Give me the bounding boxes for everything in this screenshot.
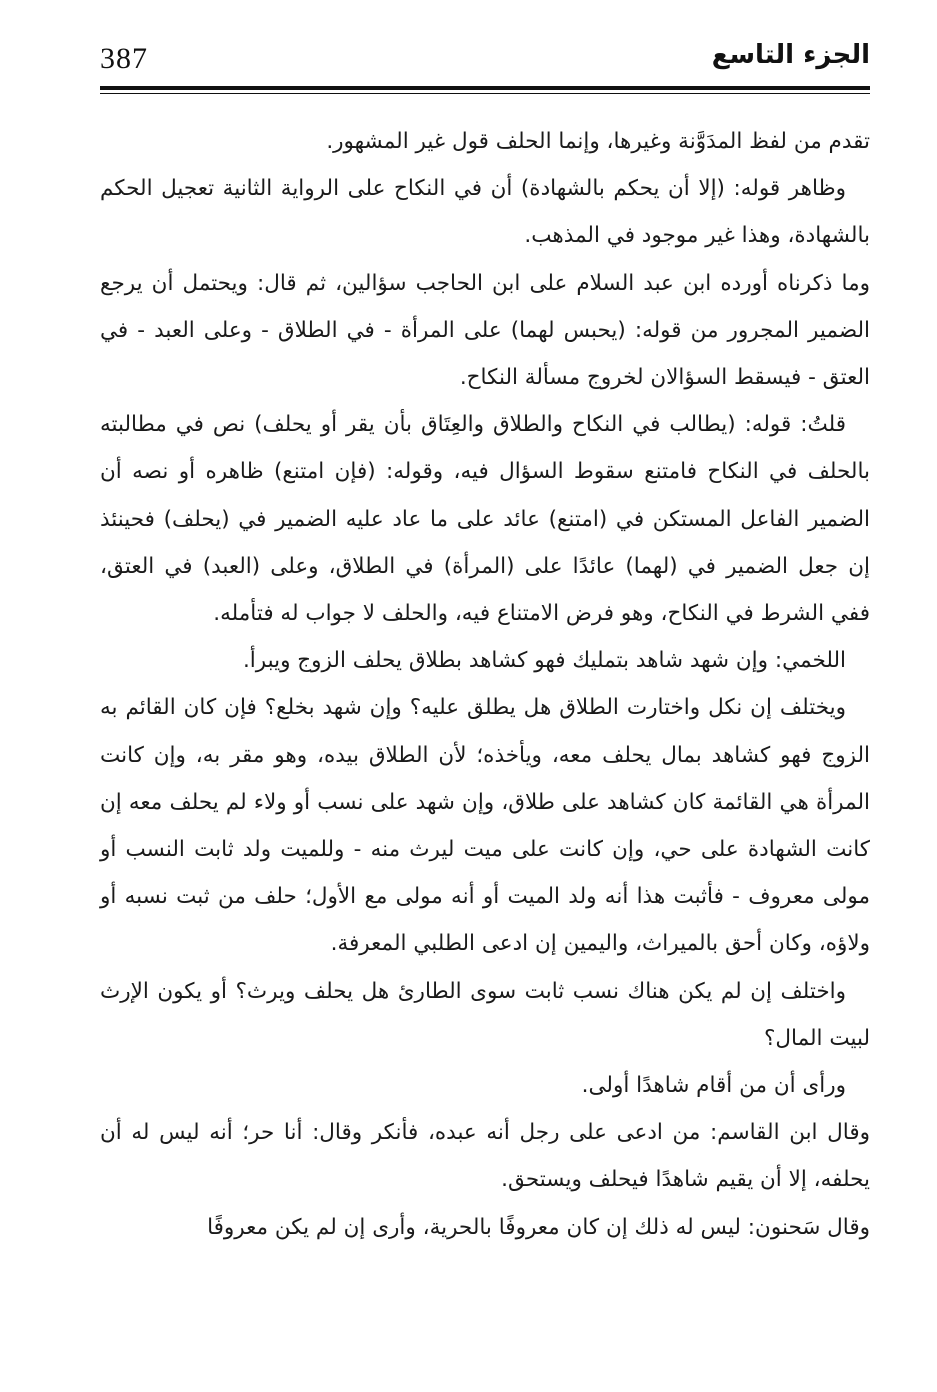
body-text: [100, 118, 870, 1251]
paragraph-4: قلتُ: قوله: (يطالب في النكاح والطلاق والعِتَاق بأن يقر أو يحلف) نص في مطالبته بالحلف في النكاح فامتنع سقوط السؤال فيه، وقوله: (فإن امتنع) ظاهره أو نصه أن الضمير الفاعل المستكن في (امتنع) عائد على ما عاد عليه الضمير في (يحلف) فحينئذ إن جعل الضمير في (لهما) عائدًا على (المرأة) في الطلاق، وعلى (العبد) في العتق، ففي الشرط في النكاح، وهو فرض الامتناع فيه، والحلف لا جواب له فتأمله.: [100, 412, 870, 627]
paragraph-6: ويختلف إن نكل واختارت الطلاق هل يطلق عليه؟ وإن شهد بخلع؟ فإن كان القائم به الزوج فهو كشاهد بمال يحلف معه، ويأخذه؛ لأن الطلاق بيده، وهو مقر به، وإن كانت المرأة هي القائمة كان كشاهد على طلاق، وإن شهد على نسب أو ولاء لم يحلف معه إن كانت الشهادة على حي، وإن كانت على ميت ليرث منه - وللميت ولد ثابت النسب أو مولى معروف - فأثبت هذا أنه ولد الميت أو أنه مولى مع الأول؛ حلف من ثبت نسبه أو ولاؤه، وكان أحق بالميراث، واليمين إن ادعى الطلبي المعرفة.: [100, 695, 870, 957]
paragraph-5: اللخمي: وإن شهد شاهد بتمليك فهو كشاهد بطلاق يحلف الزوج ويبرأ.: [242, 648, 846, 674]
paragraph-8: ورأى أن من أقام شاهدًا أولى.: [581, 1073, 846, 1099]
paragraph-2: وظاهر قوله: (إلا أن يحكم بالشهادة) أن في النكاح على الرواية الثانية تعجيل الحكم بالشهادة، وهذا غير موجود في المذهب.: [100, 176, 870, 249]
paragraph-3: وما ذكرناه أورده ابن عبد السلام على ابن الحاجب سؤالين، ثم قال: ويحتمل أن يرجع الضمير المجرور من قوله: (يحبس لهما) على المرأة - في الطلاق - وعلى العبد - في العتق - فيسقط السؤالان لخروج مسألة النكاح.: [100, 270, 870, 391]
paragraph-10: وقال سَحنون: ليس له ذلك إن كان معروفًا بالحرية، وأرى إن لم يكن معروفًا: [207, 1214, 870, 1240]
paragraph-9: وقال ابن القاسم: من ادعى على رجل أنه عبده، فأنكر وقال: أنا حر؛ أنه ليس له أن يحلفه، إلا أن يقيم شاهدًا فيحلف ويستحق.: [100, 1120, 870, 1193]
page-header: [100, 36, 870, 84]
paragraph-1: تقدم من لفظ المدَوَّنة وغيرها، وإنما الحلف قول غير المشهور.: [326, 129, 870, 154]
header-rule-thin: [100, 93, 870, 94]
paragraph-7: واختلف إن لم يكن هناك نسب ثابت سوى الطارئ هل يحلف ويرث؟ أو يكون الإرث لبيت المال؟: [100, 978, 870, 1051]
page-number: 387: [100, 42, 148, 75]
header-rule-thick: [100, 86, 870, 90]
running-title: الجزء التاسع: [711, 40, 870, 70]
